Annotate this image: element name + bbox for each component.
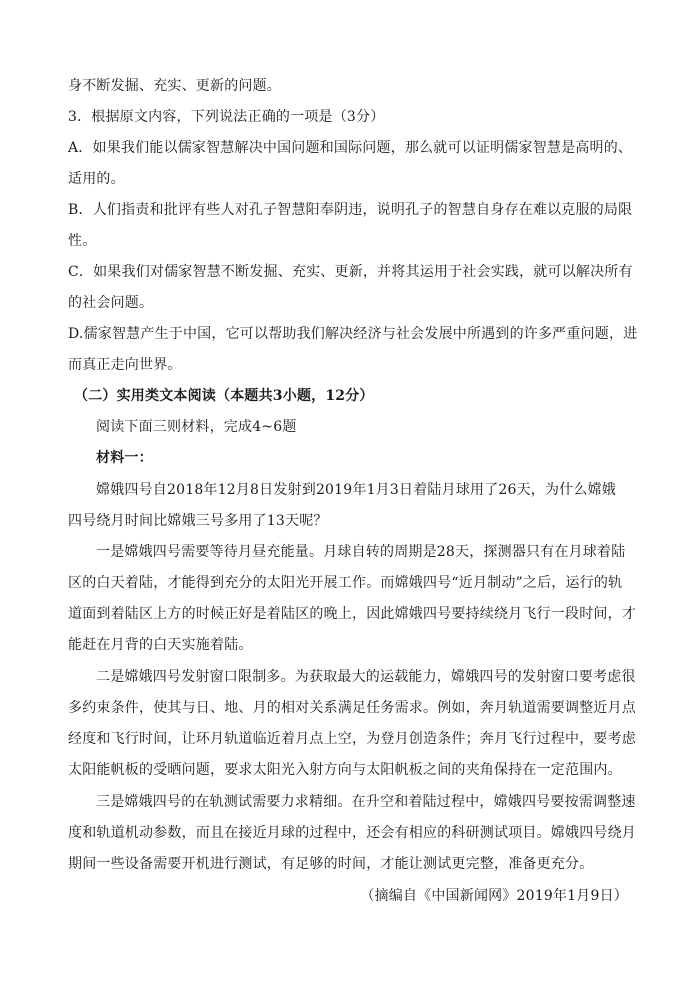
paragraph-2-cont: 能赶在月背的白天实施着陆。 — [68, 637, 253, 653]
option-b: B．人们指责和批评有些人对孔子智慧阳奉阴违，说明孔子的智慧自身存在难以克服的局限 — [68, 202, 633, 218]
option-b-cont: 性。 — [68, 233, 97, 249]
instruction: 阅读下面三则材料，完成4~6题 — [96, 419, 297, 435]
paragraph-1: 嫦娥四号自2018年12月8日发射到2019年1月3日着陆月球用了26天，为什么嫦娥 — [96, 482, 617, 498]
paragraph-4-cont: 期间一些设备需要开机进行测试，有足够的时间，才能让测试更完整，准备更充分。 — [68, 856, 594, 872]
paragraph-2: 一是嫦娥四号需要等待月昼充能量。月球自转的周期是28天，探测器只有在月球着陆 — [96, 544, 626, 560]
paragraph-3-cont: 多约束条件，使其与日、地、月的相对关系满足任务需求。例如，奔月轨道需要调整近月点 — [68, 700, 636, 716]
question-3: 3．根据原文内容，下列说法正确的一项是（3分） — [68, 109, 385, 125]
paragraph-4: 三是嫦娥四号的在轨测试需要力求精细。在升空和着陆过程中，嫦娥四号要按需调整速 — [96, 794, 636, 810]
text-line: 身不断发掘、充实、更新的问题。 — [68, 78, 281, 94]
section-heading: （二）实用类文本阅读（本题共3小题，12分） — [74, 388, 374, 404]
paragraph-1-cont: 四号绕月时间比嫦娥三号多用了13天呢？ — [68, 513, 328, 529]
option-d-cont: 而真正走向世界。 — [68, 357, 182, 373]
material-one-label: 材料一： — [96, 450, 153, 466]
paragraph-2-cont: 道面到着陆区上方的时候正好是着陆区的晚上，因此嫦娥四号要持续绕月飞行一段时间，才 — [68, 606, 636, 622]
paragraph-3-cont: 经度和飞行时间，让环月轨道临近着月点上空，为登月创造条件；奔月飞行过程中，要考虑 — [68, 731, 636, 747]
option-d: D.儒家智慧产生于中国，它可以帮助我们解决经济与社会发展中所遇到的许多严重问题，进 — [68, 326, 638, 342]
option-c-cont: 的社会问题。 — [68, 295, 154, 311]
paragraph-2-cont: 区的白天着陆，才能得到充分的太阳光开展工作。而嫦娥四号“近月制动”之后，运行的轨 — [68, 575, 623, 591]
option-c: C．如果我们对儒家智慧不断发掘、充实、更新，并将其运用于社会实践，就可以解决所有 — [68, 264, 633, 280]
option-a: A．如果我们能以儒家智慧解决中国问题和国际问题，那么就可以证明儒家智慧是高明的、 — [68, 140, 633, 156]
option-a-cont: 适用的。 — [68, 171, 125, 187]
paragraph-3-cont: 太阳能帆板的受晒问题，要求太阳光入射方向与太阳帆板之间的夹角保持在一定范围内。 — [68, 762, 622, 778]
paragraph-4-cont: 度和轨道机动参数，而且在接近月球的过程中，还会有相应的科研测试项目。嫦娥四号绕月 — [68, 825, 636, 841]
source-citation: （摘编自《中国新闻网》2019年1月9日） — [360, 888, 628, 904]
paragraph-3: 二是嫦娥四号发射窗口限制多。为获取最大的运载能力，嫦娥四号的发射窗口要考虑很 — [96, 669, 636, 685]
